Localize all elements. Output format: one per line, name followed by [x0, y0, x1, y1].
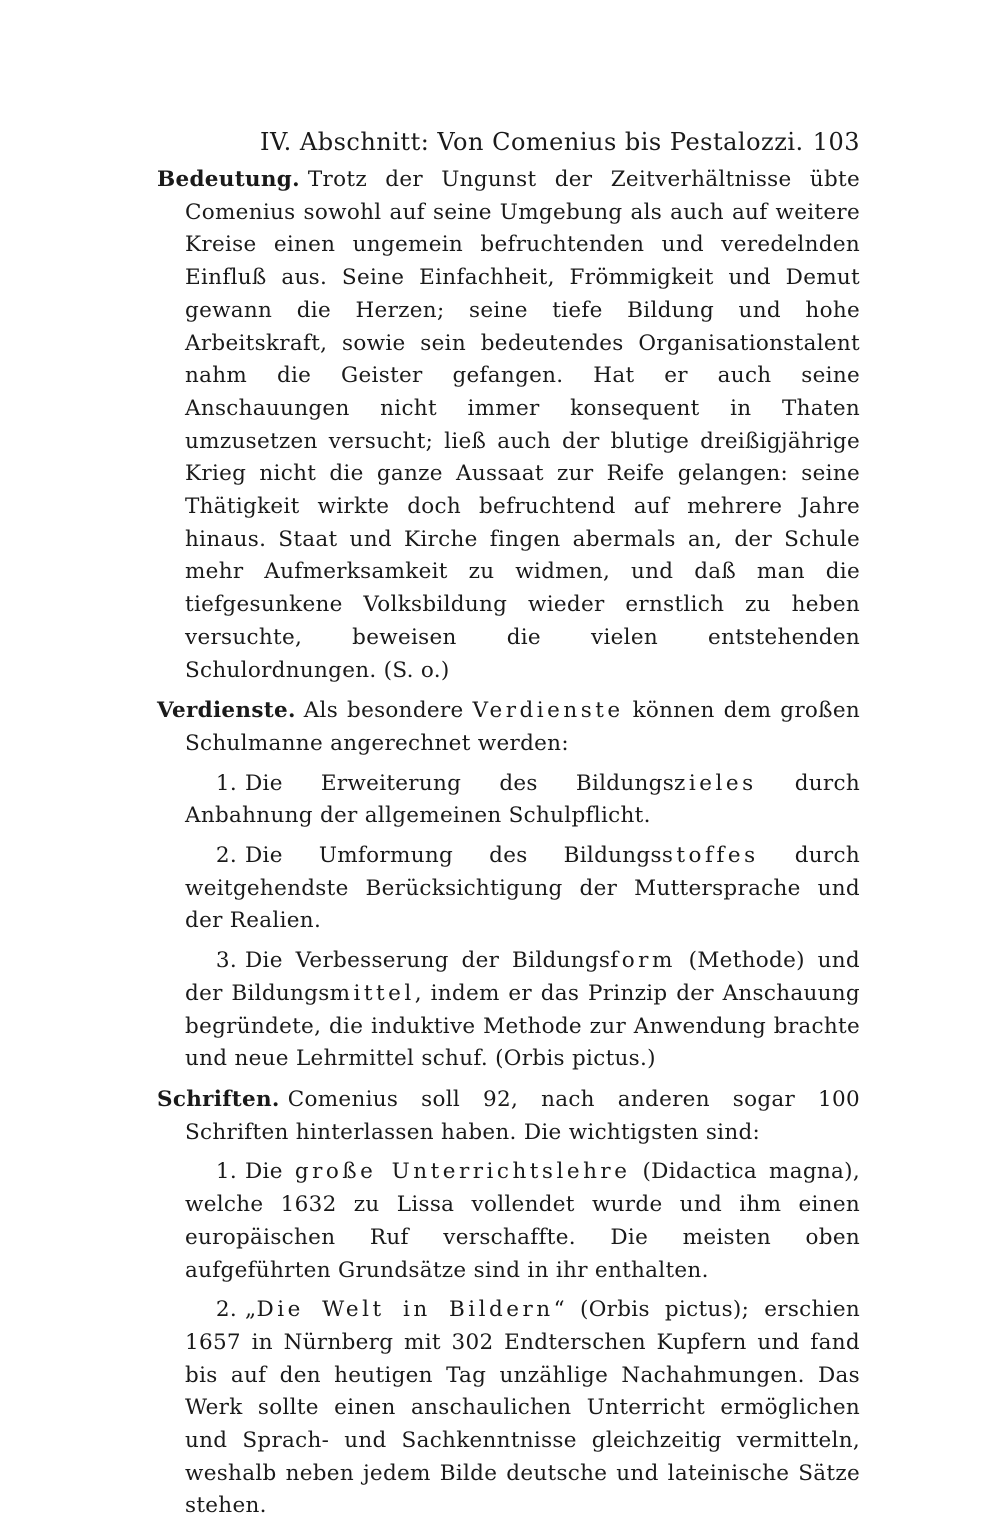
page-number: 103 [812, 128, 860, 156]
item-text: durch Anbahnung der allgemeinen Schulpflicht. [185, 770, 860, 829]
paragraph-bedeutung [157, 164, 860, 687]
item-text: (Methode) und der Bildungs [185, 948, 860, 1006]
item-text: „ [245, 1297, 257, 1323]
list-item-text [185, 1294, 860, 1523]
running-head [185, 128, 860, 164]
emphasis-text: Die Welt in Bildern [256, 1297, 554, 1323]
section-verdienste [157, 695, 860, 1076]
section-heading-schriften: Schriften. [157, 1086, 280, 1112]
list-item-text [185, 840, 860, 938]
item-text: durch weitgehendste Berücksichtigung der Muttersprache und der Realien. [185, 843, 860, 934]
intro-text: Als besondere [303, 698, 473, 724]
list-number: 2. [215, 1297, 237, 1323]
emphasis-text: stoffes [661, 843, 759, 869]
intro-text: Comenius soll 92, nach anderen sogar 100 Schriften hinterlassen haben. Die wichtigsten sind: [185, 1086, 860, 1145]
item-text: “ (Orbis pictus); erschien 1657 in Nürnberg mit 302 Endterschen Kupfern und fand bis auf den heutigen Tag unzählige Nachahmungen. Das Werk sollte einen anschaulichen Unterricht ermöglichen und Sprach- und Sachkenntnisse gleichzeitig vermitteln, weshalb neben jedem Bilde deutsche und lateinische Sätze stehen. [185, 1297, 860, 1519]
list-item-text [185, 945, 860, 1076]
emphasis-text: form [610, 948, 676, 974]
list-item [185, 945, 860, 1076]
list-item [185, 768, 860, 833]
emphasis-text: mittel [329, 980, 415, 1006]
list-item-text [185, 768, 860, 833]
section-heading-bedeutung: Bedeutung. [157, 167, 300, 192]
item-text: Die Erweiterung des Bildungs [245, 770, 675, 796]
section-bedeutung [157, 164, 860, 687]
list-item [185, 1294, 860, 1523]
emphasis-text: zieles [674, 770, 757, 796]
paragraph-text: Trotz der Ungunst der Zeitverhältnisse übte Comenius sowohl auf seine Umgebung als auch auf weitere Kreise einen ungemein befruchtenden und veredelnden Einfluß aus. Seine Einfachheit, Frömmigkeit und Demut gewann die Herzen; seine tiefe Bildung und hohe Arbeitskraft, sowie sein bedeutendes Organisationstalent nahm die Geister gefangen. Hat er auch seine Anschauungen nicht immer konsequent in Thaten umzusetzen versucht; ließ auch der blutige dreißigjährige Krieg nicht die ganze Aussaat zur Reife gelangen: seine Thätigkeit wirkte doch befruchtend auf mehrere Jahre hinaus. Staat und Kirche fingen abermals an, der Schule mehr Aufmerksamkeit zu widmen, und daß man die tiefgesunkene Volksbildung wieder ernstlich zu heben versuchte, beweisen die vielen entstehenden Schulordnungen. (S. o.) [185, 167, 860, 683]
item-text: , indem er das Prinzip der Anschauung begründete, die induktive Methode zur Anwendung brachte und neue Lehrmittel schuf. (Orbis pictus.) [185, 980, 860, 1072]
list-item [185, 840, 860, 938]
emphasis-text: große Unterrichtslehre [294, 1159, 631, 1185]
list-number: 3. [215, 948, 237, 974]
book-page [157, 128, 860, 1523]
item-text: Die Verbesserung der Bildungs [245, 948, 611, 974]
item-text: (Didactica magna), welche 1632 zu Lissa vollendet wurde und ihm einen europäischen Ruf verschaffte. Die meisten oben aufgeführten Grundsätze sind in ihr enthalten. [185, 1159, 860, 1283]
paragraph-schriften-intro [157, 1084, 860, 1149]
list-item [185, 1156, 860, 1287]
list-number: 2. [215, 843, 237, 869]
intro-text: können dem großen Schulmanne angerechnet werden: [185, 698, 860, 756]
item-text: Die Umformung des Bildungs [245, 843, 662, 869]
running-head-title: IV. Abschnitt: Von Comenius bis Pestalozzi. [260, 128, 804, 156]
list-number: 1. [215, 770, 237, 796]
item-text: Die [245, 1159, 295, 1185]
section-schriften [157, 1084, 860, 1523]
emphasis-text: Verdienste [472, 698, 624, 724]
list-number: 1. [215, 1159, 237, 1185]
section-heading-verdienste: Verdienste. [157, 698, 296, 724]
list-item-text [185, 1156, 860, 1287]
paragraph-verdienste-intro [157, 695, 860, 760]
